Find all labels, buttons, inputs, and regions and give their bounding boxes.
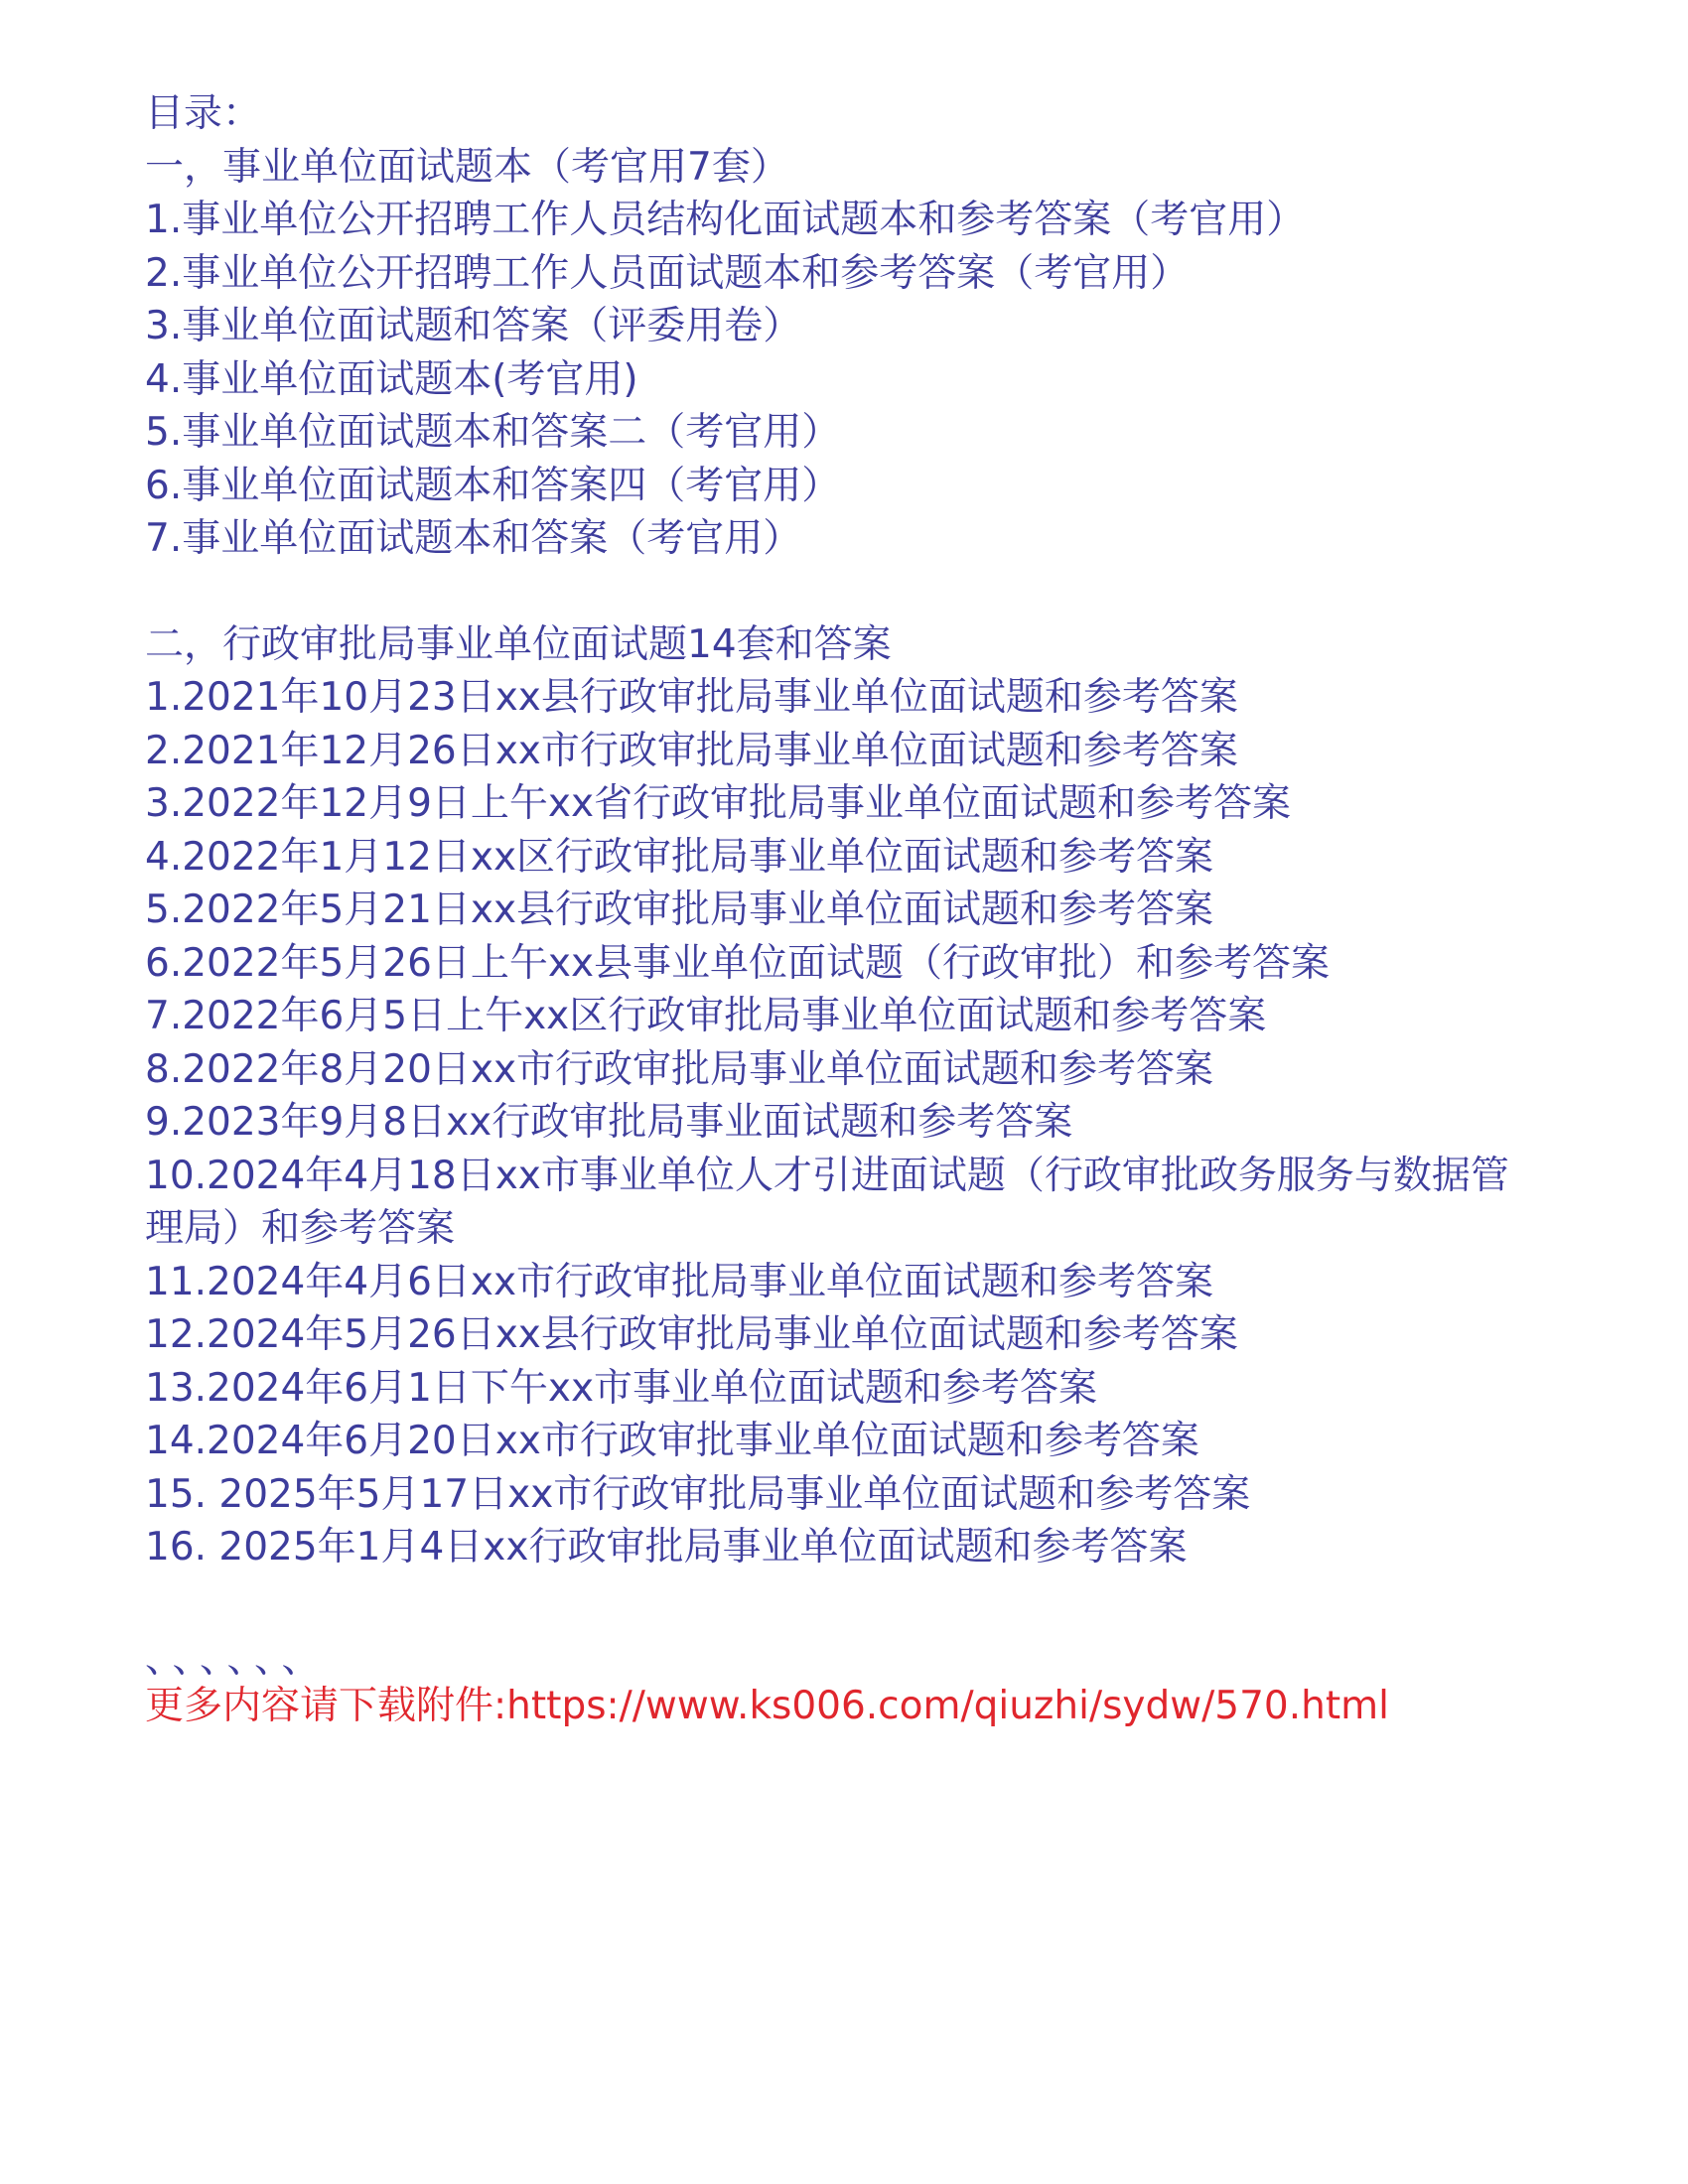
section-2-item: 6.2022年5月26日上午xx县事业单位面试题（行政审批）和参考答案 <box>145 940 1331 986</box>
more-content-label: 更多内容请下载附件: <box>145 1683 507 1728</box>
ellipsis-marks: 、、、、、、 <box>145 1636 329 1682</box>
section-2-item: 2.2021年12月26日xx市行政审批局事业单位面试题和参考答案 <box>145 728 1238 773</box>
section-2-item: 16. 2025年1月4日xx行政审批局事业单位面试题和参考答案 <box>145 1525 1188 1570</box>
section-2-item: 14.2024年6月20日xx市行政审批事业单位面试题和参考答案 <box>145 1419 1199 1463</box>
section-2-item: 1.2021年10月23日xx县行政审批局事业单位面试题和参考答案 <box>145 675 1238 720</box>
section-1-heading: 一，事业单位面试题本（考官用7套） <box>145 144 789 190</box>
section-2-heading: 二，行政审批局事业单位面试题14套和答案 <box>145 621 892 667</box>
section-1-item: 7.事业单位面试题本和答案（考官用） <box>145 516 802 561</box>
section-1-item: 6.事业单位面试题本和答案四（考官用） <box>145 463 841 508</box>
section-spacer <box>145 566 1555 618</box>
toc-title: 目录： <box>145 91 262 136</box>
download-url[interactable]: https://www.ks006.com/qiuzhi/sydw/570.html <box>506 1683 1389 1728</box>
section-2-item: 8.2022年8月20日xx市行政审批局事业单位面试题和参考答案 <box>145 1046 1214 1092</box>
section-2-item: 15. 2025年5月17日xx市行政审批局事业单位面试题和参考答案 <box>145 1471 1251 1517</box>
section-2-item: 7.2022年6月5日上午xx区行政审批局事业单位面试题和参考答案 <box>145 994 1267 1038</box>
section-2-item: 3.2022年12月9日上午xx省行政审批局事业单位面试题和参考答案 <box>145 781 1292 826</box>
section-2-item: 5.2022年5月21日xx县行政审批局事业单位面试题和参考答案 <box>145 887 1214 932</box>
section-1-item: 1.事业单位公开招聘工作人员结构化面试题本和参考答案（考官用） <box>145 198 1306 242</box>
document-page <box>145 87 1555 1732</box>
section-2-item: 9.2023年9月8日xx行政审批局事业面试题和参考答案 <box>145 1100 1073 1145</box>
section-1-item: 5.事业单位面试题本和答案二（考官用） <box>145 410 841 455</box>
section-2-item: 11.2024年4月6日xx市行政审批局事业单位面试题和参考答案 <box>145 1259 1214 1304</box>
section-spacer <box>145 1574 1555 1640</box>
more-content-link[interactable] <box>145 1680 1555 1733</box>
section-2-item: 10.2024年4月18日xx市事业单位人才引进面试题（行政审批政务服务与数据管理局）和参考答案 <box>145 1153 1509 1251</box>
section-1-item: 2.事业单位公开招聘工作人员面试题本和参考答案（考官用） <box>145 250 1190 296</box>
section-1-item: 3.事业单位面试题和答案（评委用卷） <box>145 304 802 348</box>
section-2-item: 12.2024年5月26日xx县行政审批局事业单位面试题和参考答案 <box>145 1312 1238 1357</box>
section-1-item: 4.事业单位面试题本(考官用) <box>145 356 638 402</box>
section-2-item: 13.2024年6月1日下午xx市事业单位面试题和参考答案 <box>145 1365 1098 1411</box>
section-2-item: 4.2022年1月12日xx区行政审批局事业单位面试题和参考答案 <box>145 834 1214 880</box>
